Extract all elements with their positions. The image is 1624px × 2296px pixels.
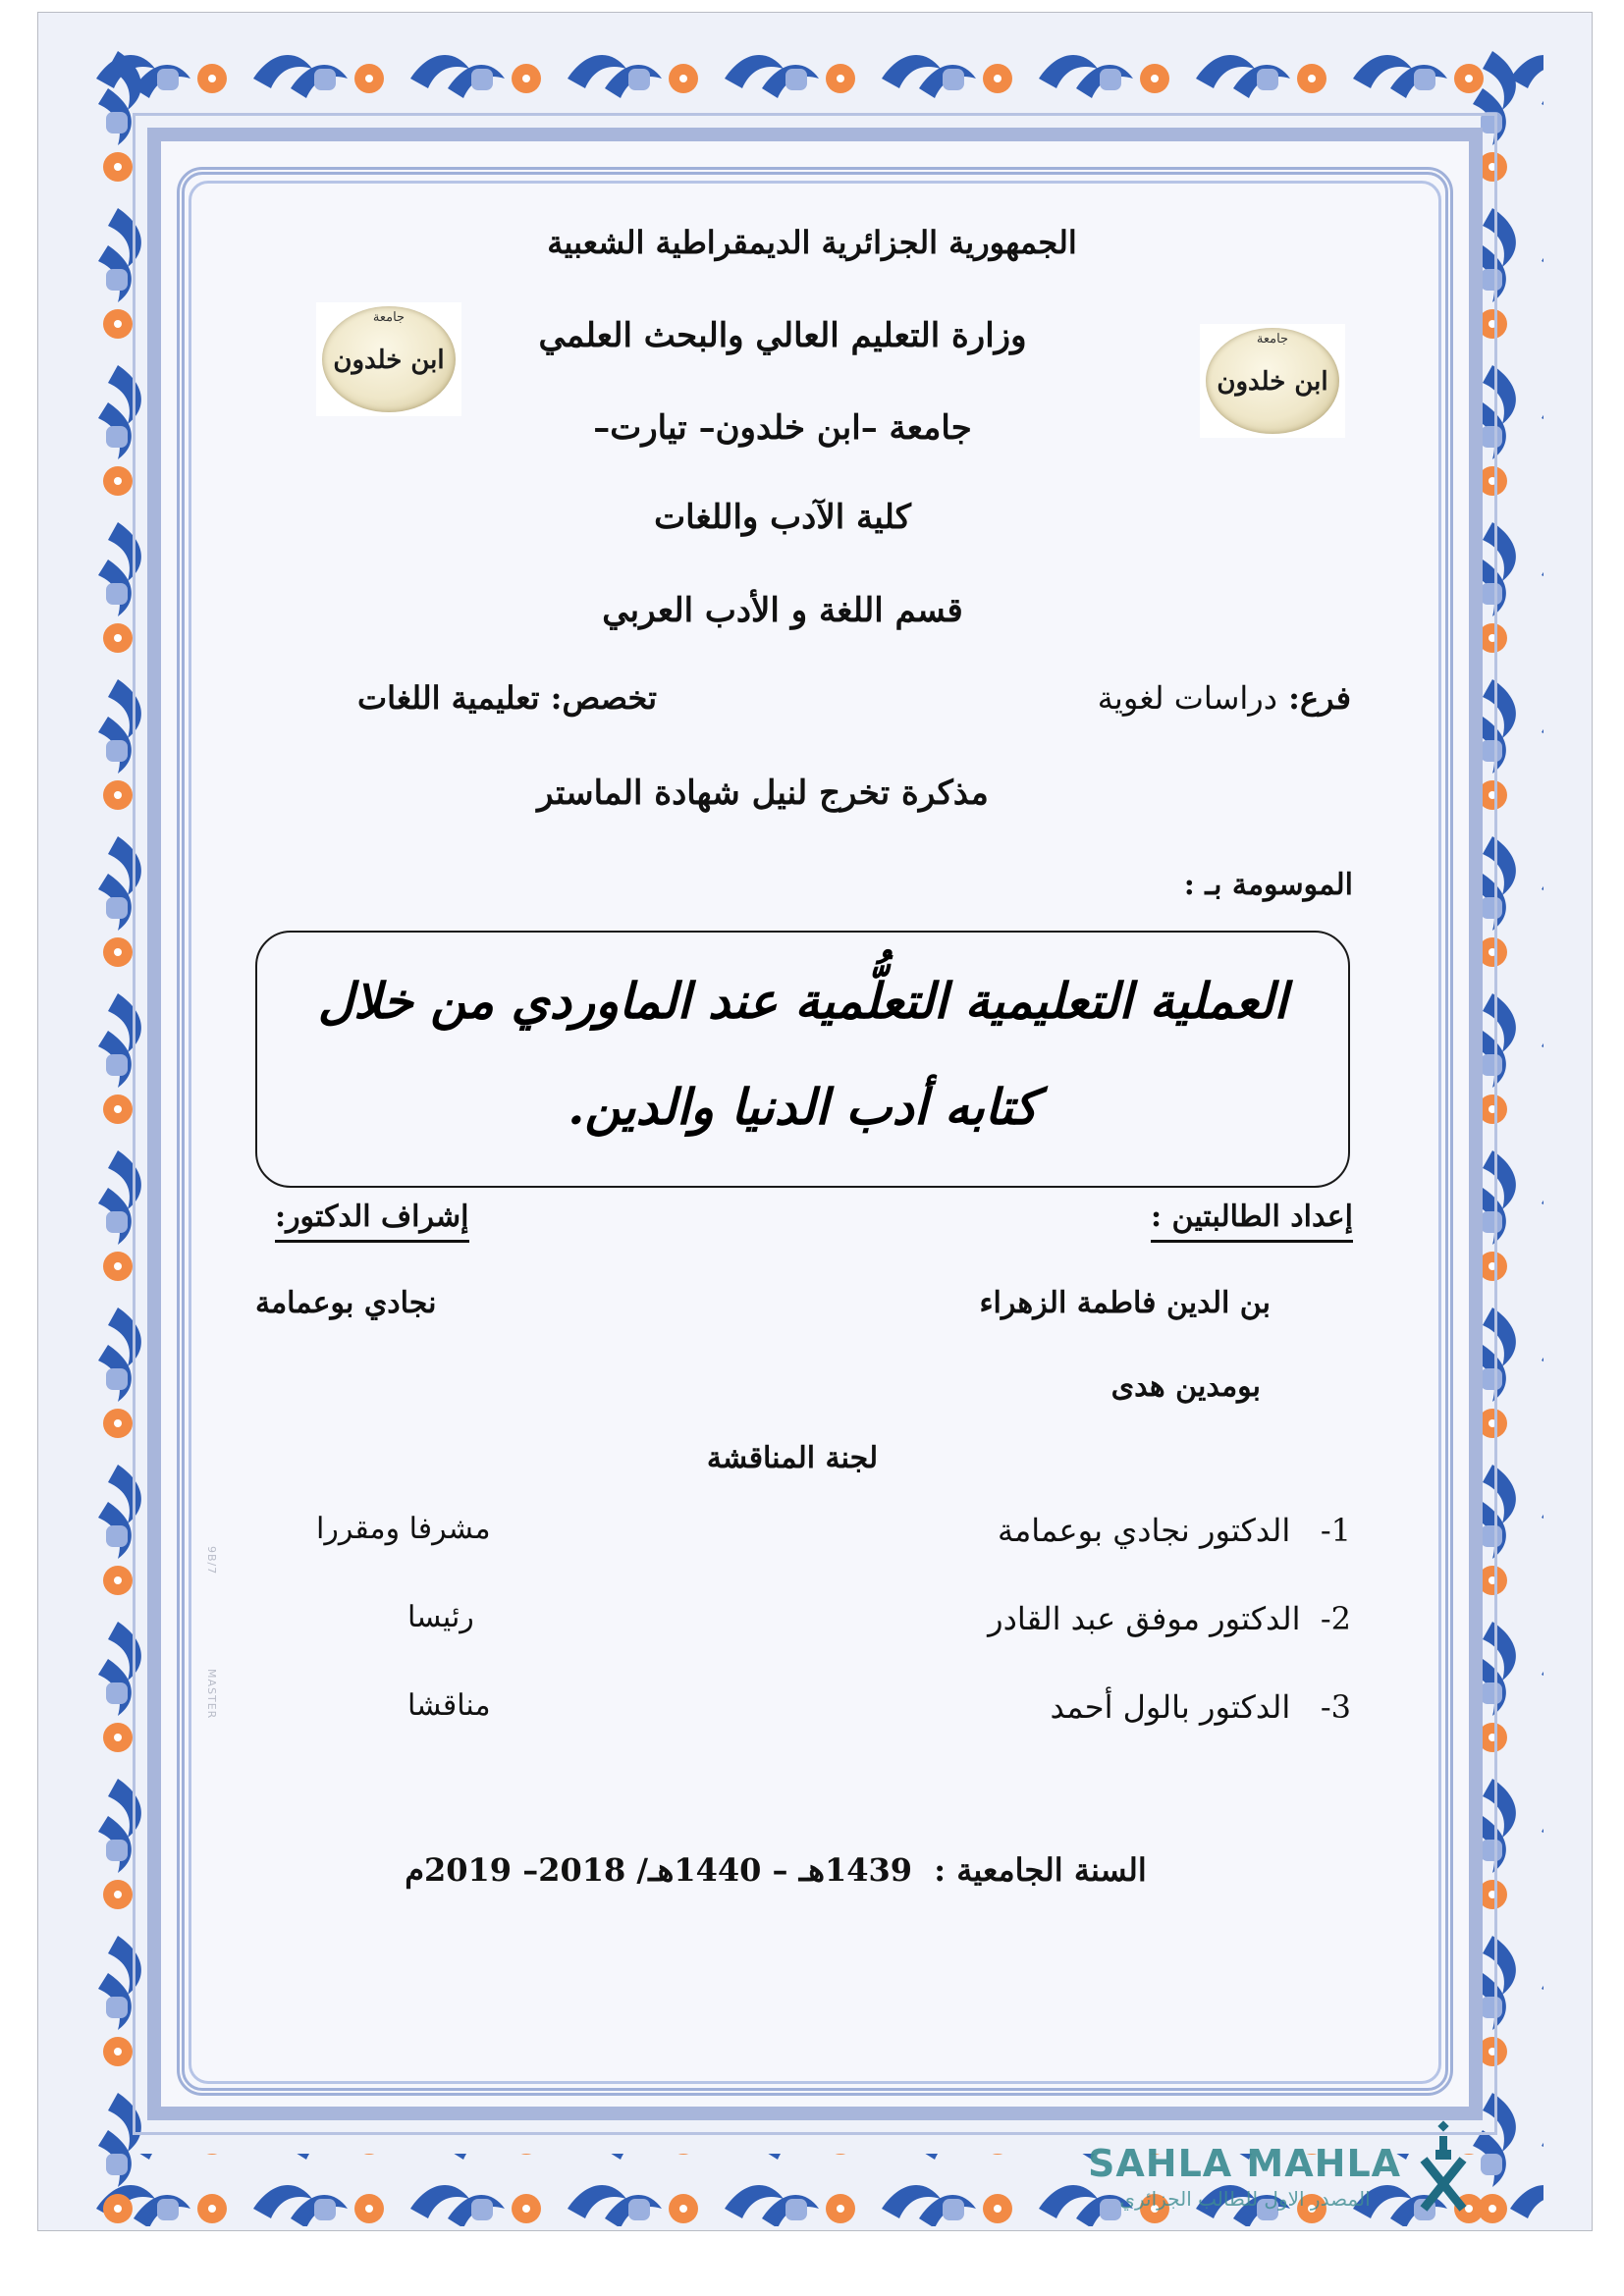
committee-heading: لجنة المناقشة	[706, 1441, 879, 1475]
university-name: جامعة –ابن خلدون– تيارت–	[593, 408, 972, 448]
watermark-logo-icon	[1414, 2120, 1473, 2218]
branch-label: فرع:	[1288, 679, 1351, 717]
specialty-field	[357, 679, 657, 717]
seal-main-text: ابن خلدون	[1217, 367, 1328, 397]
committee-member-3	[1051, 1688, 1352, 1726]
academic-year	[393, 1851, 1159, 1889]
seal-top-text: جامعة	[1256, 332, 1289, 347]
branch-field	[1098, 679, 1351, 717]
students-heading	[1151, 1200, 1353, 1234]
student-name-2: بومدين هدى	[1110, 1369, 1261, 1404]
supervisor-heading-text: إشراف الدكتور:	[275, 1200, 469, 1243]
branch-value: دراسات لغوية	[1097, 679, 1277, 717]
scan-mark-code: 9B/7	[205, 1546, 218, 1575]
supervisor-name: نجادي بوعمامة	[255, 1286, 437, 1320]
seal-top-text: جامعة	[372, 310, 406, 325]
thesis-title-line-2: كتابه أدب الدنيا والدين.	[568, 1078, 1038, 1136]
committee-member-1	[998, 1512, 1351, 1549]
watermark-brand: SAHLA MAHLA	[1088, 2142, 1402, 2185]
academic-year-label: السنة الجامعية :	[934, 1851, 1147, 1889]
committee-name: الدكتور موفق عبد القادر	[988, 1600, 1301, 1637]
country-name: الجمهورية الجزائرية الديمقراطية الشعبية	[547, 224, 1077, 261]
committee-name: الدكتور بالول أحمد	[1050, 1688, 1291, 1726]
titled-label: الموسومة بـ :	[1183, 868, 1353, 902]
committee-member-2	[988, 1600, 1351, 1637]
watermark-tagline: المصدر الاول للطالب الجزائري	[1119, 2187, 1371, 2211]
ministry-name: وزارة التعليم العالي والبحث العلمي	[538, 316, 1027, 355]
supervisor-heading	[275, 1200, 469, 1234]
committee-name: الدكتور نجادي بوعمامة	[997, 1512, 1291, 1549]
scan-mark-brand: MASTER	[205, 1669, 218, 1720]
committee-role-1: مشرفا ومقررا	[316, 1512, 491, 1546]
specialty-label: تخصص:	[550, 679, 657, 717]
department-name: قسم اللغة و الأدب العربي	[602, 591, 963, 630]
committee-number: 3-	[1320, 1688, 1351, 1726]
students-heading-text: إعداد الطالبتين :	[1151, 1200, 1353, 1243]
thesis-type: مذكرة تخرج لنيل شهادة الماستر	[537, 774, 989, 813]
academic-year-value: 1439هـ – 1440هـ/ 2018– 2019م	[405, 1851, 912, 1889]
committee-role-2: رئيسا	[407, 1600, 474, 1634]
thesis-title-line-1: العملية التعليمية التعلُّمية عند الماوردي من خلال	[317, 972, 1288, 1030]
thesis-title-box	[255, 931, 1350, 1188]
committee-number: 2-	[1320, 1600, 1351, 1637]
seal-main-text: ابن خلدون	[333, 346, 445, 375]
student-name-1: بن الدين فاطمة الزهراء	[979, 1286, 1271, 1320]
faculty-name: كلية الآدب واللغات	[654, 498, 911, 537]
committee-number: 1-	[1320, 1512, 1351, 1549]
specialty-value: تعليمية اللغات	[356, 679, 540, 717]
committee-role-3: مناقشا	[407, 1688, 491, 1723]
